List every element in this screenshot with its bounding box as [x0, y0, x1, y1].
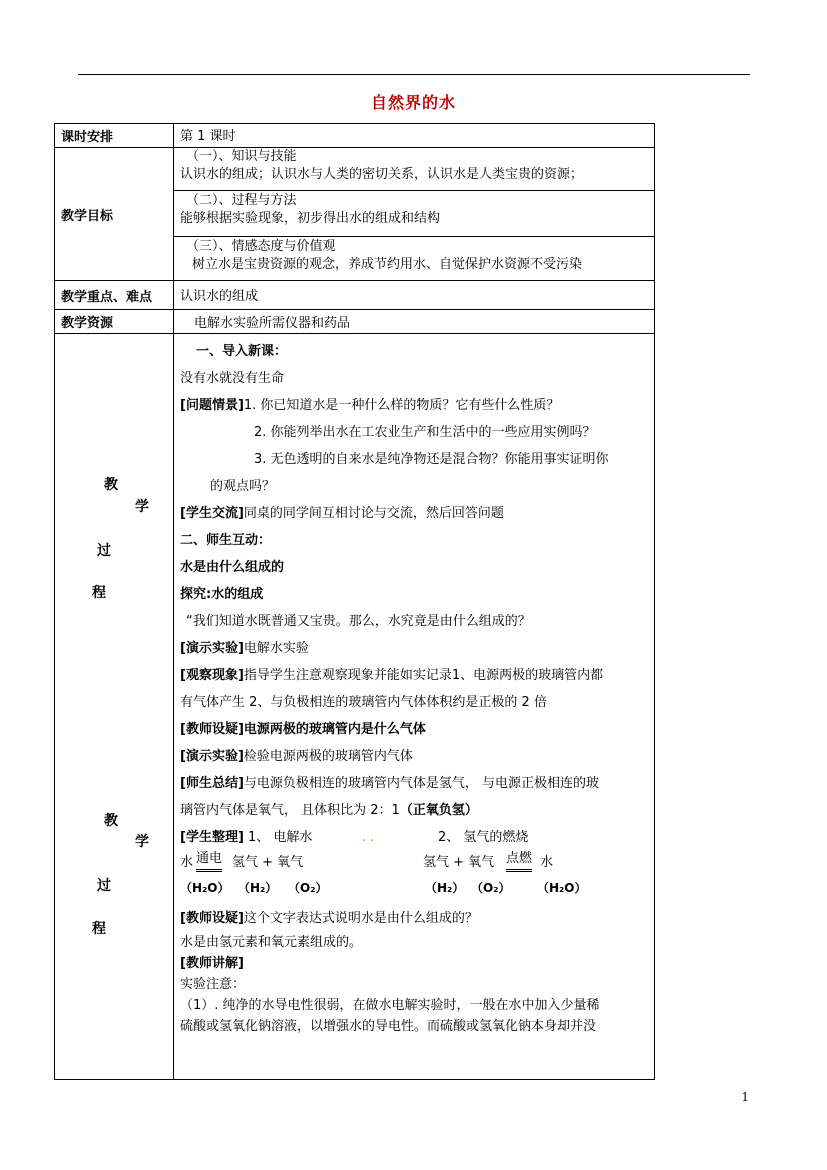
problem-q2: 2. 你能列举出水在工农业生产和生活中的一些应用实例吗？	[254, 425, 596, 440]
note1-line-cont: 硫酸或氢氧化钠溶液，以增强水的导电性。而硫酸或氢氧化钠本身却并没	[180, 1019, 597, 1034]
question-tag: [教师设疑]	[180, 722, 244, 737]
label-schedule: 课时安排	[55, 124, 174, 148]
lecture-tag: [教师讲解]	[180, 956, 244, 971]
goal-text: 树立水是宝贵资源的观念，养成节约用水、自觉保护水资源不受污染	[192, 257, 583, 272]
row-key-points	[55, 281, 655, 310]
side-char: 过	[97, 878, 111, 894]
problem-tag: [问题情景]	[180, 398, 244, 413]
label-goals: 教学目标	[55, 148, 174, 281]
problem-q1	[180, 392, 648, 419]
notes-title: 实验注意：	[180, 977, 246, 992]
quote-text: “我们知道水既普通又宝贵。那么，水究竟是由什么组成的？	[186, 614, 531, 629]
row-process	[55, 334, 655, 1080]
problem-text: 1. 你已知道水是一种什么样的物质？它有些什么性质？	[243, 398, 560, 413]
value-schedule: 第 1 课时	[174, 124, 655, 148]
label-resources: 教学资源	[55, 310, 174, 334]
question2-text: 这个文字表达式说明水是由什么组成的？	[243, 911, 478, 926]
organize-line	[180, 824, 648, 851]
lesson-plan-table	[54, 123, 655, 1080]
demo-line	[180, 635, 648, 662]
question-text: 电源两极的玻璃管内是什么气体	[243, 722, 426, 737]
row-resources	[55, 310, 655, 334]
demo2-tag: [演示实验]	[180, 749, 244, 764]
exchange-text: 同桌的同学间互相讨论与交流，然后回答问题	[243, 506, 504, 521]
summary-text-cont: 璃管内气体是氧气， 且体积比为 2：1	[180, 803, 400, 818]
summary-bold: （正氧负氢）	[399, 803, 478, 818]
eq1-condition: 通电	[196, 849, 222, 872]
goal-heading: （一）、知识与技能	[186, 149, 297, 164]
organize-tag: [学生整理]	[180, 830, 244, 845]
topic-heading: 水是由什么组成的	[180, 560, 285, 575]
organize-item2: 2、 氢气的燃烧	[438, 830, 529, 845]
summary-text: 与电源负极相连的玻璃管内气体是氢气， 与电源正极相连的玻	[243, 776, 600, 791]
eq1-products: 氢气 + 氧气	[232, 855, 304, 870]
goal-knowledge	[174, 148, 654, 190]
explore-heading: 探究:水的组成	[180, 587, 264, 602]
observe-line	[180, 662, 648, 689]
process-side-labels	[55, 334, 173, 1079]
formula-h2o: （H₂O）	[180, 881, 230, 895]
eq2-product: 水	[540, 855, 554, 870]
header-rule	[78, 74, 750, 75]
demo-text: 电解水实验	[243, 641, 309, 656]
note1-line: （1）. 纯净的水导电性很弱，在做水电解实验时，一般在水中加入少量稀	[180, 998, 600, 1013]
goal-text: 能够根据实验现象，初步得出水的组成和结构	[180, 211, 441, 226]
goal-attitude	[174, 236, 654, 278]
document-title: 自然界的水	[370, 93, 456, 112]
summary-tag: [师生总结]	[180, 776, 244, 791]
goals-cell	[174, 148, 655, 281]
intro-text: 没有水就没有生命	[180, 371, 285, 386]
side-char: 教	[104, 477, 118, 493]
goal-heading: （三）、情感态度与价值观	[186, 239, 336, 254]
value-resources: 电解水实验所需仪器和药品	[174, 310, 655, 334]
section2-title: 二、师生互动：	[180, 533, 272, 548]
organize-item1: 1、 电解水	[243, 830, 313, 845]
side-char: 程	[92, 585, 106, 601]
formula-h2: （H₂）	[425, 881, 465, 895]
question2-line	[180, 905, 648, 932]
organize-dots: . .	[362, 830, 375, 845]
summary-line	[180, 770, 648, 797]
label-key-points: 教学重点、难点	[55, 281, 174, 310]
formula-h2: （H₂）	[238, 881, 278, 895]
process-side-cell	[55, 334, 174, 1080]
eq2-condition: 点燃	[506, 849, 532, 872]
problem-q3-cont: 的观点吗？	[210, 479, 276, 494]
answer-line: 水是由氢元素和氧元素组成的。	[180, 935, 363, 950]
eq1-water: 水	[180, 855, 194, 870]
side-char: 学	[135, 834, 149, 850]
page-number: 1	[741, 1090, 749, 1104]
section1-title: 一、导入新课：	[196, 344, 288, 359]
row-schedule	[55, 124, 655, 148]
observe-tag: [观察现象]	[180, 668, 244, 683]
side-char: 过	[97, 543, 111, 559]
student-exchange	[180, 500, 648, 527]
exchange-tag: [学生交流]	[180, 506, 244, 521]
formula-o2: （O₂）	[471, 881, 511, 895]
demo2-line	[180, 743, 648, 770]
problem-q3: 3. 无色透明的自来水是纯净物还是混合物？你能用事实证明你	[254, 452, 609, 467]
observe-text: 指导学生注意观察现象并能如实记录1、电源两极的玻璃管内都	[243, 668, 604, 683]
formula-o2: （O₂）	[288, 881, 328, 895]
row-goals	[55, 148, 655, 281]
formula-h2o: （H₂O）	[537, 881, 587, 895]
side-char: 学	[135, 499, 149, 515]
side-char: 程	[92, 921, 106, 937]
process-content-cell	[174, 334, 655, 1080]
question-line	[180, 716, 648, 743]
eq2-reactants: 氢气 + 氧气	[423, 855, 495, 870]
summary-line-cont	[180, 797, 648, 824]
side-char: 教	[104, 813, 118, 829]
demo2-text: 检验电源两极的玻璃管内气体	[243, 749, 413, 764]
goal-process	[174, 190, 654, 236]
question2-tag: [教师设疑]	[180, 911, 244, 926]
demo-tag: [演示实验]	[180, 641, 244, 656]
goal-heading: （二）、过程与方法	[186, 193, 297, 208]
equations-block	[180, 851, 648, 905]
goal-text: 认识水的组成；认识水与人类的密切关系，认识水是人类宝贵的资源；	[180, 167, 584, 182]
observe-line-cont: 有气体产生 2、与负极相连的玻璃管内气体体积约是正极的 2 倍	[180, 695, 547, 710]
value-key-points: 认识水的组成	[174, 281, 655, 310]
process-content	[174, 334, 654, 1037]
